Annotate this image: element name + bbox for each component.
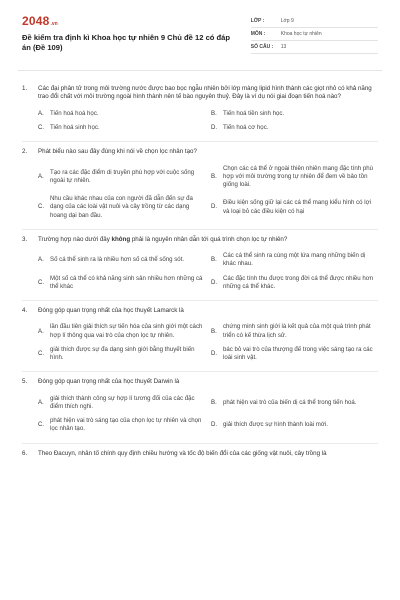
question-number: 6.	[22, 449, 28, 457]
question-stem	[22, 378, 378, 386]
question-5	[22, 372, 378, 443]
answer-option-c[interactable]	[38, 124, 205, 132]
option-letter: D.	[211, 124, 218, 132]
option-text: Tạo ra các đặc điểm di truyền phù hợp với cuộc sống ngoài tự nhiên.	[50, 168, 195, 184]
answer-option-b[interactable]	[211, 323, 378, 339]
option-letter: A.	[38, 256, 44, 264]
option-text: Các cá thể sinh ra cùng một lứa mang những biến dị khác nhau.	[223, 252, 366, 268]
answer-option-b[interactable]	[211, 395, 378, 411]
option-letter: D.	[211, 421, 218, 429]
meta-row-count	[251, 41, 378, 54]
question-text: Các đại phân tử trong môi trường nước được bao bọc ngẫu nhiên bởi lớp màng lipid hình thành các giọt nhỏ có khả năng trao đổi chất với môi trường ngoài hình thành nên tế bào nguyên thuỷ. Đây là ví dụ nói giai đoạn tiến hoá nào?	[38, 85, 372, 101]
option-letter: D.	[211, 203, 218, 211]
question-number: 5.	[22, 378, 28, 386]
option-text: phát hiện vai trò sáng tạo của chọn lọc tự nhiên và chọn lọc nhân tạo.	[50, 417, 202, 433]
option-text: Tiến hoá cơ học.	[223, 124, 269, 132]
question-text-before: Trường hợp nào dưới đây	[38, 235, 112, 243]
answer-option-b[interactable]	[211, 110, 378, 118]
option-letter: A.	[38, 327, 44, 335]
meta-value: Lớp 9	[280, 18, 294, 24]
question-stem	[22, 85, 378, 102]
option-text: bác bỏ vai trò của thượng đế trong việc sáng tạo ra các loài sinh vật.	[223, 345, 373, 362]
option-letter: C.	[38, 421, 45, 429]
answer-option-a[interactable]	[38, 395, 205, 411]
question-number: 3.	[22, 235, 28, 243]
question-stem	[22, 236, 378, 244]
answer-option-a[interactable]	[38, 110, 205, 118]
option-text: giải thích được sự đa dạng sinh giới bằng thuyết biến hình.	[50, 345, 195, 362]
question-text: Đóng góp quan trọng nhất của học thuyết Darwin là	[38, 378, 180, 386]
header-left	[22, 14, 239, 70]
question-text-after: phải là nguyên nhân dẫn tới quá trình chọn lọc tự nhiên?	[130, 235, 288, 243]
logo-sub-text: .vn	[50, 21, 58, 27]
site-logo[interactable]	[22, 14, 239, 28]
question-text: Đóng góp quan trọng nhất của học thuyết Lamarck là	[38, 307, 184, 315]
question-1	[22, 79, 378, 142]
meta-value: Khoa học tự nhiên	[280, 31, 322, 37]
option-text: Một số cá thể có khả năng sinh sản nhiều hơn những cá thể khác	[50, 274, 203, 290]
answer-option-c[interactable]	[38, 346, 205, 362]
option-letter: D.	[211, 349, 218, 357]
question-3	[22, 230, 378, 301]
meta-label: MÔN :	[250, 31, 266, 37]
option-letter: D.	[211, 278, 218, 286]
answer-options	[22, 110, 378, 132]
option-letter: B.	[211, 172, 217, 180]
option-letter: C.	[38, 349, 45, 357]
answer-option-d[interactable]	[211, 346, 378, 362]
meta-row-grade	[251, 15, 378, 28]
option-letter: C.	[38, 124, 45, 132]
option-text: chứng minh sinh giới là kết quả của một quá trình phát triển có kế thừa lịch sử.	[223, 323, 371, 339]
answer-options	[22, 323, 378, 362]
answer-option-b[interactable]	[211, 165, 378, 190]
answer-option-a[interactable]	[38, 165, 205, 190]
answer-option-d[interactable]	[211, 417, 378, 433]
option-text: Tiến hoá tiền sinh học.	[223, 109, 285, 117]
option-text: Tiến hoá sinh học.	[50, 124, 100, 132]
option-letter: B.	[211, 398, 217, 406]
option-letter: A.	[38, 109, 44, 117]
option-text: Nhu cầu khác nhau của con người đã dẫn đến sự đa dạng của các loài vật nuôi và cây trồng từ các dạng hoang dại ban đầu.	[50, 195, 193, 219]
question-stem	[22, 307, 378, 315]
option-letter: B.	[211, 256, 217, 264]
answer-option-d[interactable]	[211, 124, 378, 132]
answer-option-a[interactable]	[38, 323, 205, 339]
option-letter: A.	[38, 172, 44, 180]
logo-main-text: 2048	[22, 14, 50, 28]
question-number: 2.	[22, 148, 28, 156]
option-text: giải thích thành công sự hợp lí tương đối của các đặc điểm thích nghi.	[50, 394, 195, 410]
option-text: Tiến hoá hoá học.	[50, 109, 99, 117]
meta-value: 13	[280, 44, 287, 50]
question-text	[38, 236, 287, 244]
meta-label: LỚP :	[250, 18, 265, 24]
meta-label: SỐ CÂU :	[250, 44, 274, 50]
question-number: 1.	[22, 85, 28, 92]
option-letter: B.	[211, 109, 217, 117]
option-letter: C.	[38, 203, 45, 211]
answer-option-b[interactable]	[211, 252, 378, 268]
question-number: 4.	[22, 307, 28, 315]
question-2	[22, 142, 378, 230]
meta-info	[251, 14, 378, 70]
answer-option-c[interactable]	[38, 417, 205, 433]
answer-option-c[interactable]	[38, 275, 205, 291]
page-title: Đề kiểm tra định kì Khoa học tự nhiên 9 Chủ đề 12 có đáp án (Đề 109)	[22, 33, 231, 52]
question-stem	[22, 148, 378, 156]
answer-option-c[interactable]	[38, 195, 205, 220]
question-text-emphasis: không	[111, 235, 131, 243]
option-text: Các đặc tính thu được trong đời cá thể được nhiều hơn những cá thể khác.	[223, 274, 374, 290]
option-text: Số cá thể sinh ra là nhiều hơn số cá thể sống sót.	[50, 256, 185, 264]
option-letter: C.	[38, 278, 45, 286]
question-list	[0, 71, 400, 467]
meta-row-subject	[251, 28, 378, 41]
option-text: Điều kiện sống giữ lại các cá thể mang kiểu hình có lợi và loại bỏ các điều kiện có hại	[223, 199, 371, 215]
question-4	[22, 301, 378, 372]
option-text: lần đầu tiên giải thích sự tiến hóa của sinh giới một cách hợp lí thông qua vai trò của chọn lọc tự nhiên.	[50, 323, 203, 339]
answer-option-a[interactable]	[38, 252, 205, 268]
option-text: phát hiện vai trò của biến dị cá thể trong tiến hoá.	[223, 398, 357, 406]
answer-options	[22, 252, 378, 291]
answer-options	[22, 395, 378, 434]
question-text: Phát biểu nào sau đây đúng khi nói về chọn lọc nhân tạo?	[38, 148, 197, 156]
option-letter: A.	[38, 398, 44, 406]
question-6	[22, 444, 378, 467]
question-text: Theo Đacuyn, nhân tố chính quy định chiều hướng và tốc độ biến đổi của các giống vật nuôi, cây trồng là	[38, 449, 327, 457]
option-text: giải thích được sự hình thành loài mới.	[223, 421, 328, 429]
question-stem	[22, 450, 378, 458]
header	[0, 0, 400, 70]
answer-options	[22, 165, 378, 220]
option-text: Chọn các cá thể ở ngoài thiên nhiên mang đặc tính phù hợp với môi trường trong tự nhiên để đem về bảo tồn giống loài.	[223, 164, 374, 189]
option-letter: B.	[211, 327, 217, 335]
answer-option-d[interactable]	[211, 275, 378, 291]
answer-option-d[interactable]	[211, 195, 378, 220]
